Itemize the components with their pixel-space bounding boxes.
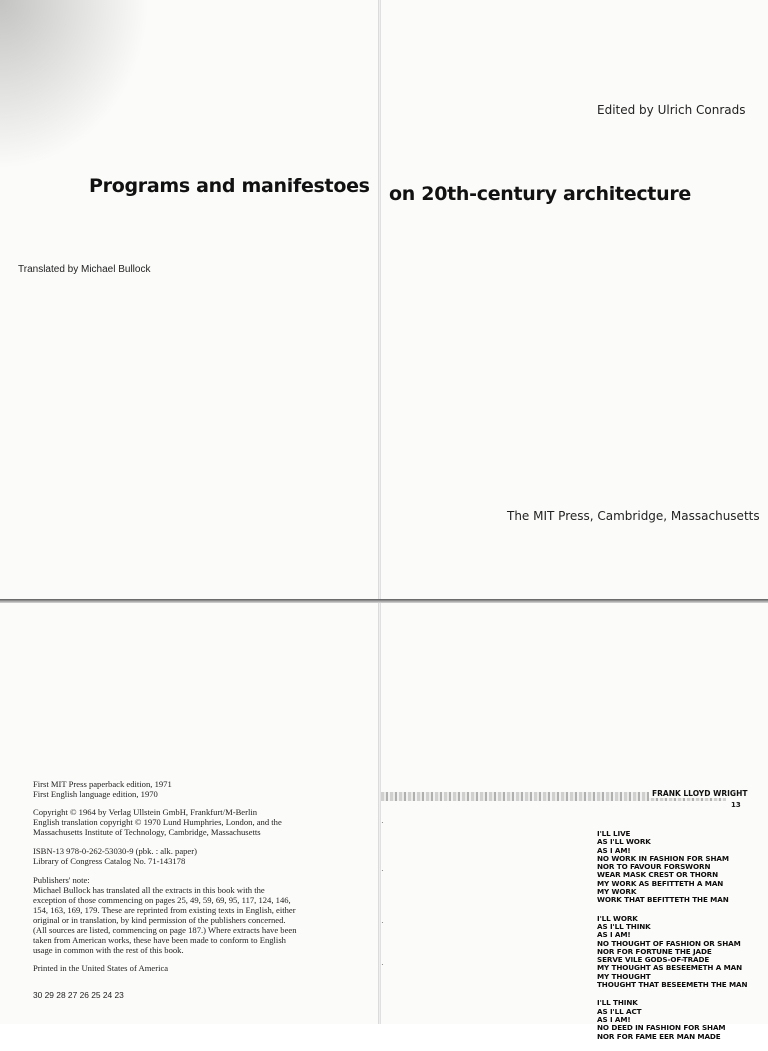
poem-line: WORK THAT BEFITTETH THE MAN — [597, 895, 729, 905]
printing-numbers: 30 29 28 27 26 25 24 23 — [33, 990, 124, 1000]
note-line-6: taken from American works, these have been made to conform to English — [33, 935, 286, 945]
copyright-line-2: English translation copyright © 1970 Lund Humphries, London, and the — [33, 817, 282, 827]
poem-line: MY THOUGHT AS BESEEMETH A MAN — [597, 963, 743, 973]
poem-line: NO DEED IN FASHION FOR SHAM — [597, 1023, 726, 1033]
poem-line: MY WORK AS BEFITTETH A MAN — [597, 878, 724, 888]
poem-stanza-3 — [597, 999, 767, 1040]
printed-in-line: Printed in the United States of America — [33, 963, 169, 973]
gutter-mark: · — [381, 866, 384, 875]
page-shadow — [0, 0, 150, 170]
gutter-mark: · — [381, 818, 384, 827]
poem-line: SERVE VILE GODS-OF-TRADE — [597, 955, 710, 965]
poem-line: THOUGHT THAT BESEEMETH THE MAN — [597, 980, 748, 990]
copyright-line-3: Massachusetts Institute of Technology, Cambridge, Massachusetts — [33, 827, 261, 837]
poem-stanza-1 — [597, 830, 767, 905]
poem-line: AS I AM! — [597, 845, 631, 855]
note-heading: Publishers' note: — [33, 875, 90, 885]
poem-line: MY THOUGHT — [597, 971, 651, 981]
note-line-3: 154, 163, 169, 179. These are reprinted from existing texts in English, either — [33, 905, 296, 915]
poem-line: AS I'LL WORK — [597, 837, 651, 847]
poem-stanza-2 — [597, 915, 767, 990]
poem-attribution: FRANK LLOYD WRIGHT — [649, 789, 747, 798]
publisher-line: The MIT Press, Cambridge, Massachusetts — [507, 509, 760, 523]
poem-line: AS I'LL ACT — [597, 1006, 642, 1016]
note-line-1: Michael Bullock has translated all the extracts in this book with the — [33, 885, 265, 895]
poem-line: AS I'LL THINK — [597, 921, 651, 931]
edition-line-1: First MIT Press paperback edition, 1971 — [33, 779, 172, 789]
note-line-2: exception of those commencing on pages 25, 49, 59, 69, 95, 117, 124, 146, — [33, 895, 291, 905]
poem-line: NOR FOR FORTUNE THE JADE — [597, 946, 712, 956]
poem-line: WEAR MASK CREST OR THORN — [597, 870, 719, 880]
poem-block — [597, 830, 767, 1051]
title-left-half: Programs and manifestoes — [89, 175, 370, 197]
poem-line: NO WORK IN FASHION FOR SHAM — [597, 853, 729, 863]
poem-line: NOR TO FAVOUR FORSWORN — [597, 862, 711, 872]
catalog-line: Library of Congress Catalog No. 71-143178 — [33, 856, 186, 866]
note-line-5: (All sources are listed, commencing on page 187.) Where extracts have been — [33, 925, 297, 935]
note-line-7: usage in common with the rest of this book. — [33, 945, 184, 955]
copyright-line-1: Copyright © 1964 by Verlag Ullstein GmbH, Frankfurt/M-Berlin — [33, 807, 258, 817]
poem-line: AS I AM! — [597, 1014, 631, 1024]
poem-line: I'LL LIVE — [597, 829, 631, 838]
poem-line: AS I AM! — [597, 930, 631, 940]
poem-number: 13 — [731, 801, 741, 809]
poem-line: NOR FOR FAME EER MAN MADE — [597, 1031, 721, 1041]
poem-line: I'LL THINK — [597, 998, 638, 1008]
isbn-line: ISBN-13 978-0-262-53030-9 (pbk. : alk. paper) — [33, 846, 197, 856]
gutter-mark: · — [381, 918, 384, 927]
editor-credit: Edited by Ulrich Conrads — [597, 103, 746, 117]
poem-line: I'LL WORK — [597, 913, 638, 923]
gutter-mark: · — [381, 960, 384, 969]
poem-line: NO THOUGHT OF FASHION OR SHAM — [597, 938, 741, 948]
title-right-half: on 20th-century architecture — [389, 183, 691, 205]
edition-line-2: First English language edition, 1970 — [33, 789, 158, 799]
poem-line: MY WORK — [597, 887, 637, 897]
translator-credit: Translated by Michael Bullock — [18, 264, 151, 275]
note-line-4: original or in translation, by kind permission of the publishers concerned. — [33, 915, 286, 925]
book-gutter — [378, 0, 381, 600]
